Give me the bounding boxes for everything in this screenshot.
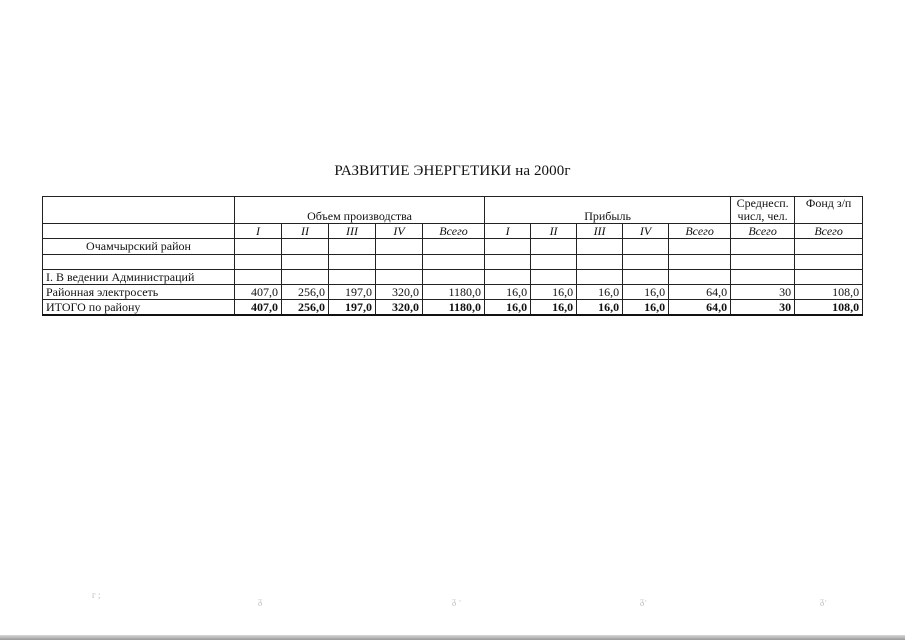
profit-total: 64,0: [669, 285, 731, 300]
total-profit-q1: 16,0: [485, 300, 531, 316]
scan-artifacts: [0, 590, 905, 610]
total-volume-q1: 407,0: [235, 300, 282, 316]
total-volume-total: 1180,0: [423, 300, 485, 316]
header-empty-cell: [43, 197, 235, 224]
energy-table: [42, 196, 863, 316]
total-volume-q4: 320,0: [376, 300, 423, 316]
scan-bottom-edge: [0, 635, 905, 640]
subheader-profit-q3: III: [577, 224, 623, 239]
total-profit-q4: 16,0: [623, 300, 669, 316]
total-profit-q3: 16,0: [577, 300, 623, 316]
fund-total: 108,0: [795, 285, 863, 300]
subheader-volume-q1: I: [235, 224, 282, 239]
volume-q4: 320,0: [376, 285, 423, 300]
section-row: [43, 270, 863, 285]
volume-q3: 197,0: [329, 285, 376, 300]
scan-mark: ᵹ·: [640, 596, 648, 606]
total-profit-q2: 16,0: [531, 300, 577, 316]
scan-mark: ᵹ·: [820, 596, 828, 606]
header-row: [43, 197, 863, 224]
total-label: ИТОГО по району: [43, 300, 235, 316]
scan-mark: ᵹ: [258, 596, 263, 606]
subheader-volume-q3: III: [329, 224, 376, 239]
district-label: Очамчырский район: [43, 239, 235, 255]
subheader-volume-q2: II: [282, 224, 329, 239]
profit-q4: 16,0: [623, 285, 669, 300]
subheader-profit-q2: II: [531, 224, 577, 239]
profit-q2: 16,0: [531, 285, 577, 300]
total-volume-q3: 197,0: [329, 300, 376, 316]
page-title: РАЗВИТИЕ ЭНЕРГЕТИКИ на 2000г: [334, 163, 571, 179]
volume-q1: 407,0: [235, 285, 282, 300]
subheader-avg-total: Всего: [731, 224, 795, 239]
subheader-profit-total: Всего: [669, 224, 731, 239]
volume-total: 1180,0: [423, 285, 485, 300]
subheader-row: [43, 224, 863, 239]
subheader-volume-q4: IV: [376, 224, 423, 239]
scan-mark: ᵹ ·: [452, 596, 462, 606]
total-fund: 108,0: [795, 300, 863, 316]
subheader-profit-q1: I: [485, 224, 531, 239]
subheader-fund-total: Всего: [795, 224, 863, 239]
header-volume: Объем производства: [235, 197, 485, 224]
subheader-volume-total: Всего: [423, 224, 485, 239]
total-row: [43, 300, 863, 316]
row-label: Районная электросеть: [43, 285, 235, 300]
section-label: I. В ведении Администраций: [43, 270, 235, 285]
profit-q3: 16,0: [577, 285, 623, 300]
scan-mark: ᴦ ;: [92, 590, 101, 600]
subheader-profit-q4: IV: [623, 224, 669, 239]
district-row: [43, 239, 863, 255]
volume-q2: 256,0: [282, 285, 329, 300]
total-profit-total: 64,0: [669, 300, 731, 316]
profit-q1: 16,0: [485, 285, 531, 300]
subheader-empty-cell: [43, 224, 235, 239]
header-fund: Фонд з/п: [795, 197, 863, 224]
header-profit: Прибыль: [485, 197, 731, 224]
table-row: [43, 285, 863, 300]
header-avg-count: Среднесп. числ, чел.: [731, 197, 795, 224]
empty-row: [43, 255, 863, 270]
total-volume-q2: 256,0: [282, 300, 329, 316]
total-avg-count: 30: [731, 300, 795, 316]
avg-count: 30: [731, 285, 795, 300]
